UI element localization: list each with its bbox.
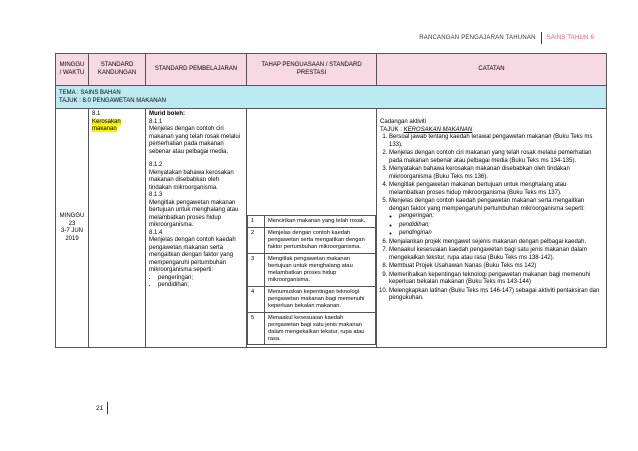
level-number: 3 bbox=[248, 254, 265, 287]
list-item: 2. Menjelas dengan contoh ciri makanan yang telah rosak melalui pemerhatian pada makanan sebenar atau pelbagai media (Buku Teks ms 134-135). bbox=[389, 150, 603, 165]
ls-text: Mengitlak pengawetan makanan bertujuan untuk menghalang atau melambatkan proses hidup mikroorganisma. bbox=[149, 199, 239, 229]
header-performance-level: TAHAP PENGUASAAN / STANDARD PRESTASI bbox=[247, 54, 377, 86]
activity-sub-list bbox=[389, 213, 603, 238]
ls-bullet-list bbox=[149, 275, 243, 290]
ls-text: Menjelas dengan contoh ciri makanan yang telah rosak melalui pemerhatian pada makanan sebenar atau pelbagai media. bbox=[149, 126, 241, 155]
ls-code: 8.1.3 bbox=[149, 192, 163, 199]
learning-intro: Murid boleh: bbox=[149, 111, 185, 118]
week-year: 2019 bbox=[65, 235, 79, 242]
list-item: ◦ pendinginan bbox=[399, 230, 603, 238]
subject-label: SAINS TAHUN 6 bbox=[546, 35, 594, 41]
list-item bbox=[389, 198, 603, 238]
content-standard-number: 8.1 bbox=[92, 111, 101, 118]
learning-standard-cell bbox=[146, 109, 247, 348]
activity-list bbox=[380, 134, 603, 303]
notes-topic-title: KEROSAKAN MAKANAN bbox=[403, 126, 473, 133]
header-week: MINGGU / WAKTU bbox=[56, 54, 89, 86]
list-item: • pengeringan; bbox=[158, 275, 243, 283]
table-row bbox=[56, 109, 607, 348]
level-description: Mencirikan makanan yang telah rosak. bbox=[265, 216, 376, 228]
list-item: 8. Membuat Projek Usahawan Nanas (Buku Teks ms 142) bbox=[389, 263, 603, 271]
list-item: ◦ pengeringan; bbox=[399, 213, 603, 221]
ls-code: 8.1.2 bbox=[149, 162, 163, 169]
page-number-text: 21 bbox=[96, 404, 104, 412]
ls-text: Menjelas dengan contoh kaedah pengawetan makanan serta mengaitkan dengan faktor yang mempengaruhi pertumbuhan mikroorganisma seperti: bbox=[149, 237, 236, 274]
header-learning-standard: STANDARD PEMBELAJARAN bbox=[146, 54, 247, 86]
level-description: Menaakul kesesuaian kaedah pengawetan bagi satu jenis makanan dalam mengekalkan tekstur, rupa atau rasa. bbox=[265, 312, 376, 345]
list-item: 4. Mengitlak pengawetan makanan bertujuan untuk menghalang atau melambatkan proses hidup mikroorganisma (Buku Teks ms 137). bbox=[389, 182, 603, 197]
week-label: MINGGU bbox=[59, 213, 85, 220]
page-number-separator bbox=[107, 402, 108, 414]
notes-topic bbox=[380, 127, 603, 135]
ls-text: Menyatakan bahawa kerosakan makanan disebabkan oleh tindakan mikroorganisma. bbox=[149, 169, 234, 191]
lesson-plan-table bbox=[55, 53, 607, 348]
performance-level-cell bbox=[247, 109, 377, 348]
notes-topic-prefix: TAJUK : bbox=[380, 126, 404, 133]
performance-levels-table bbox=[247, 215, 376, 345]
notes-cell bbox=[377, 109, 607, 348]
ls-code: 8.1.1 bbox=[149, 118, 163, 125]
page-header bbox=[419, 32, 594, 44]
activity-text: Menjelas dengan contoh kaedah pengawetan makanan serta mengaitkan dengan faktor yang mempengaruhi pertumbuhan mikroorganisma seperti: bbox=[389, 198, 585, 212]
content-standard-title: Kerosakan makanan bbox=[92, 118, 121, 133]
table-header-row bbox=[56, 54, 607, 86]
level-description: Mengitlak pengawetan makanan bertujuan untuk menghalang atau melambatkan proses hidup mikroorganisma. bbox=[265, 254, 376, 287]
page-number bbox=[96, 402, 108, 414]
week-dates: 3-7 JUN bbox=[60, 228, 83, 235]
list-item: 6. Menjalankan projek mengawet sejenis makanan dengan pelbagai kaedah. bbox=[389, 239, 603, 247]
header-notes: CATATAN bbox=[377, 54, 607, 86]
list-item: ◦ pendidihan; bbox=[399, 222, 603, 230]
level-description: Menumuskan kepentingan teknologi pengawetan makanan bagi memenuhi keperluan bekalan makanan. bbox=[265, 286, 376, 312]
topic-row bbox=[56, 86, 607, 109]
list-item: 10. Melengkapkan latihan (Buku Teks ms 146-147) sebagai aktiviti pentaksiran dan pengukuhan. bbox=[389, 288, 603, 303]
list-item: 7. Menaakul kesesuaian kaedah pengawetan bagi satu jenis makanan dalam mengekalkan tekstur, rupa atau rasa (Buku Teks ms 138-142). bbox=[389, 247, 603, 262]
topic-label: TAJUK : 8.0 PENGAWETAN MAKANAN bbox=[59, 98, 166, 105]
document-title: RANCANGAN PENGAJARAN TAHUNAN bbox=[419, 35, 536, 41]
list-item: • pendidihan; bbox=[158, 282, 243, 290]
list-item: 9. Memerihalkan kepentingan teknologi pengawetan makanan bagi memenuhi keperluan bekalan makanan (Buku Teks ms 143-144) bbox=[389, 272, 603, 287]
notes-title: Cadangan aktiviti bbox=[380, 119, 427, 126]
level-row bbox=[248, 286, 376, 312]
level-row bbox=[248, 216, 376, 228]
header-content-standard: STANDARD KANDUNGAN bbox=[89, 54, 146, 86]
week-cell bbox=[56, 109, 89, 348]
level-row bbox=[248, 228, 376, 254]
level-number: 4 bbox=[248, 286, 265, 312]
theme-label: TEMA : SAINS BAHAN bbox=[59, 90, 121, 96]
level-row bbox=[248, 254, 376, 287]
content-standard-cell bbox=[89, 109, 146, 348]
list-item: 3. Menyatakan bahawa kerosakan makanan disebabkan oleh tindakan mikroorganisma (Buku Teks ms 136). bbox=[389, 166, 603, 181]
ls-code: 8.1.4 bbox=[149, 229, 163, 236]
level-row bbox=[248, 312, 376, 345]
level-description: Menjelas dengan contoh kaedah pengawetan serta mengaitkan dengan faktor pertumbuhan mikroorganisma. bbox=[265, 228, 376, 254]
level-number: 5 bbox=[248, 312, 265, 345]
level-number: 2 bbox=[248, 228, 265, 254]
week-number: 23 bbox=[68, 220, 76, 227]
list-item: 1. Bersoal jawab tentang kaedah terawal pengawetan makanan (Buku Teks ms 133). bbox=[389, 134, 603, 149]
level-number: 1 bbox=[248, 216, 265, 228]
